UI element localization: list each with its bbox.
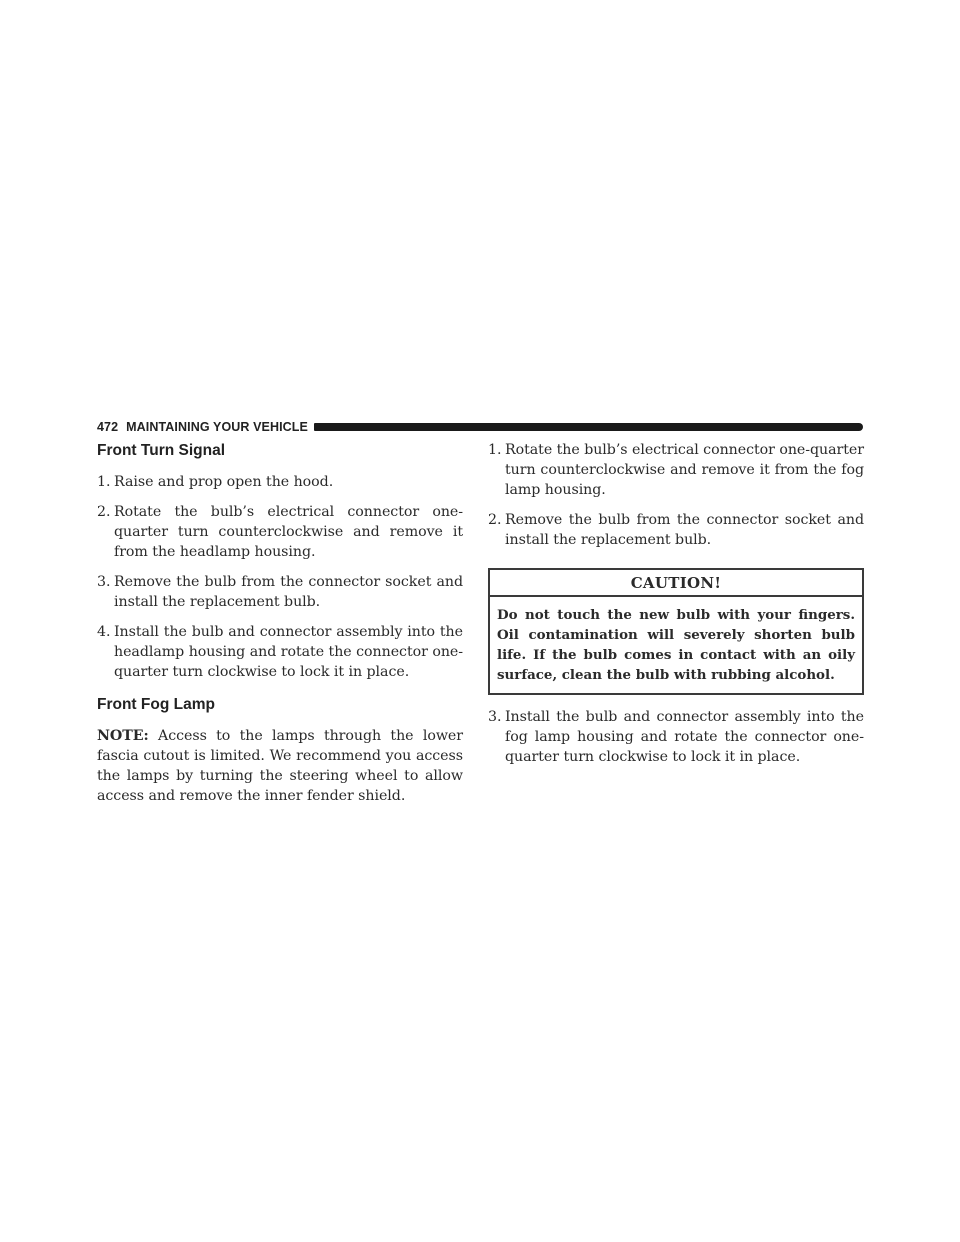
- heading-front-fog-lamp: Front Fog Lamp: [97, 696, 215, 713]
- note-label: NOTE:: [97, 728, 149, 744]
- page-header: [97, 419, 863, 435]
- header-rule: [314, 423, 863, 431]
- caution-title: CAUTION!: [490, 570, 862, 597]
- section-title: MAINTAINING YOUR VEHICLE: [126, 420, 308, 434]
- note-paragraph: [97, 726, 463, 806]
- left-column: [97, 440, 463, 806]
- step-item: 3. Remove the bulb from the connector socket and install the replacement bulb.: [97, 574, 463, 610]
- page-number: 472: [97, 420, 119, 434]
- heading-front-turn-signal: Front Turn Signal: [97, 442, 226, 459]
- step-item: 4. Install the bulb and connector assembly into the headlamp housing and rotate the connector one-quarter turn clockwise to lock it in place.: [97, 624, 463, 680]
- caution-box: [488, 568, 864, 695]
- step-item: 3. Install the bulb and connector assembly into the fog lamp housing and rotate the connector one-quarter turn clockwise to lock it in place.: [488, 709, 864, 765]
- step-item: 1. Raise and prop open the hood.: [97, 474, 334, 490]
- step-item: 2. Remove the bulb from the connector socket and install the replacement bulb.: [488, 512, 864, 548]
- step-item: 1. Rotate the bulb’s electrical connector one-quarter turn counterclockwise and remove it from the fog lamp housing.: [488, 442, 864, 498]
- right-column: [488, 440, 864, 777]
- caution-body: Do not touch the new bulb with your fingers. Oil contamination will severely shorten bulb life. If the bulb comes in contact with an oily surface, clean the bulb with rubbing alcohol.: [497, 607, 855, 683]
- note-text: Access to the lamps through the lower fascia cutout is limited. We recommend you access the lamps by turning the steering wheel to allow access and remove the inner fender shield.: [97, 728, 464, 804]
- step-item: 2. Rotate the bulb’s electrical connector one-quarter turn counterclockwise and remove it from the headlamp housing.: [97, 504, 463, 560]
